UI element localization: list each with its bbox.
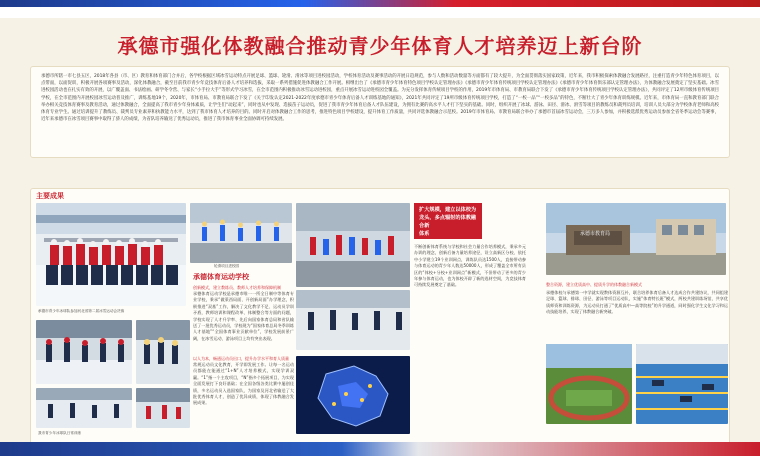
page-title: 承德市强化体教融合推动青少年体育人才培养迈上新台阶 xyxy=(117,34,643,58)
hockey-team-caption: 承德市青少年冰球队参加河北省第二届冰雪运动会决赛 xyxy=(38,309,125,313)
intro-text-block: 承德市所辖一市七县五区，2018年各县（市、区）教育和体育部门合并后，各学校根据区域冰雪运动特点开展足球、篮球、轮滑、滑冰等项目进校园活动，学校体育活动及赛事活动的开展日趋规范，参与人数和活动数量等方面都有了较大提升，为全面贯彻落实国家政策，近年来，我市积极探索体教融合发展路径，注重打造青少年特色体育项目，以点带面，以面促训，积极开展各项赛事及活动，深化体教融合，截至目前我市青少年竞技体育后备人才培养和选拔，采取一系列措施促进体教融合工作开展。相继出台了《承德市青少年体育特色项目学校认定管理办法》《承德市青少年体育传统项目学校认定管理办法》《承德市青少年体育俱乐部认定管理办法》，为体教融合发展奠定了坚实基础。冰雪进校园活动也在扎实有效的开展，以广覆盖面、书法绘画、研学冬令营、与家长“小手拉大手”等形式学习冰雪，在全市范围内积极推动冰雪运动进校园，重点开展冰雪运动进校园全覆盖。为充分发挥体育传统项目学校的作用，2019年市体育局、市教育局联合下发了《承德市青少年体育传统项目学校认定管理办法》，共同评定了12所市级体育传统项目学校，在全市范围内开展校园冰雪运动普及推广，训练基地19个，2020年，市体育局、市教育局联合下发了《关于印发认定2021-2022年度承德市青少年体育后备人才训练基地的通知》，2021年共同评定了19所市级体育传统项目学校，打造了“一校一品”“一校多品”的特色，不断壮大了青少年体育训练规模。近年来，市体育局一直和教育部门联合举办相关竞技体育赛事及教育活动，通过体教融合，全面提高了我市青少年身体素质，让学生们“动起来”，同时也从中发现、选拔苗子运动员，促进了我市青少年体育后备人才队伍建设，为拥有比赛的高水平人才打下坚实的基础。同时，组织开展了冰球、游泳、田径、滑冰、滑雪等项目的教练员和裁判员培训，培训人员大部分为学校体育老师和高校体育专业学生。通过培训提升了教练员、裁判员专业素养和执教能力水平，达到了我市体育人才培养的目的。同时开启对体教融合工作的思考，推进特色项目学校建设，提升体育工作质量，共同评选体教融合示范校。2019年市体育局、市教育局联合举办了承德市首届冰雪运动会，三万多人参加，并积极选派优秀运动员参加全省冬季运动会等赛事，近年来承德市在冰雪项目赛事中取得了骄人的成绩，为省队培养输送了优秀运动员，推进了我市体育事业全面协调可持续发展。 xyxy=(30,66,730,158)
hockey-players-photo xyxy=(136,320,190,384)
skating-kids-drawing xyxy=(296,290,410,350)
rink-photo xyxy=(36,388,132,428)
rink-drawing xyxy=(36,388,132,428)
ice-school-heading: 承德体育运动学校 xyxy=(193,273,249,281)
hockey-team-drawing xyxy=(36,203,186,306)
top-stripe xyxy=(0,0,760,7)
track-field-drawing xyxy=(546,344,632,424)
ice-school-highlight-2: 以人为本，畅通运动员出口，提升办学水平和育人质量 xyxy=(193,356,289,361)
rink-wide-drawing xyxy=(136,388,190,428)
school-gate-drawing xyxy=(546,203,726,275)
rink-wide-photo xyxy=(136,388,190,428)
school-gate-photo xyxy=(546,203,726,275)
swimming-photo xyxy=(636,344,728,424)
roller-skating-caption: 轮滑项目进校园 xyxy=(214,264,240,268)
roller-skating-drawing xyxy=(190,203,292,263)
hockey-training-drawing xyxy=(36,320,132,384)
map-drawing xyxy=(296,356,410,434)
roller-race-drawing xyxy=(296,203,410,287)
achievements-heading: 主要成果 xyxy=(36,192,64,200)
right-column-text: 承德体校与承德第一中学就实现教体资源互补，联合培养体育后备人才达成合作共建协议，共同组建足球、篮球、排球、田径、游泳等项目运动队，实施“体育特长班”模式，两校共建训练场馆，共享优质师资和训练资源，为运动员打通了“优质高中—高等院校”的升学通道，同时强化学生文化学习和运动技能培养，实现了体教融合新突破。 xyxy=(546,290,728,315)
skating-kids-photo xyxy=(296,290,410,350)
map-graphic xyxy=(296,356,410,434)
hockey-players-drawing xyxy=(136,320,190,384)
hockey-team-photo xyxy=(36,203,186,306)
hockey-training-photo xyxy=(36,320,132,384)
roller-race-photo xyxy=(296,203,410,287)
signboard-text: 承德市教育局 xyxy=(580,231,611,237)
hockey-training-caption: 我市青少年冰球队日常训练 xyxy=(38,431,82,435)
school-network-text: 不断创新体育系统与学校和社会力量合作培养模式，秉承多元办训的理念，创新后备力量培养途径，设立高新区分校、依托中小学建立19个业训网点，训练队员达1500人，直接带动参与体育运动的青少年人数达50000人，形成了覆盖全市所有县区的“体校+分校+业训网点”新模式，不但带动了更多的青少年参与体育运动，也为体校开辟了新的选材空间，为竞技体育可持续发展奠定了基础。 xyxy=(414,244,526,288)
ice-school-text-1: 承德体育运动学校是承德市唯一一所全日制中等体育专业学校，秉承“做莱西局面、开创新局面”办学理念，积极推进“双基”工作，解决了文化教学不足、运动员学训矛盾，教师培训和课程改革、体制整合等方面的问题，学校实现了人才升学率、先后向国家体育总局和省队输送了一批优秀运动员，学校现为“国家体育总局冬季训练人才基地”“全国体育事业贡献单位”，学校发展前景广阔，在冰雪运动、游泳项目上均有突出表现。 xyxy=(193,291,294,341)
ice-school-highlight-1: 创新模式，建立教练员、教师人才培养和保障机制 xyxy=(193,285,281,290)
swimming-drawing xyxy=(636,344,728,424)
track-field-photo xyxy=(546,344,632,424)
ice-school-text-2: 常规运动员文化教育，开学即发展工作。让每一名运动员都能在能通过“1+N”人才培养模式，实现学训双赢。“1”指一个主攻项目，“N”指多个拓展项目，为实现全面发展打下良好基础；在全国各级各类比赛中屡创佳绩，多名运动员入选国家队，为国家及河北省输送了大批优秀体育人才，创造了优异成绩，体现了体教融合发展成果。 xyxy=(193,362,294,406)
expand-scale-banner: 扩大规模，建立以体校为 龙头、多点辐射的体教融合新 体系 xyxy=(414,203,482,239)
bottom-band xyxy=(0,442,760,456)
roller-skating-photo xyxy=(190,203,292,263)
quality-school-banner: 整合资源，建立优质高中、提质升学的体教融合新模式 xyxy=(546,282,642,287)
